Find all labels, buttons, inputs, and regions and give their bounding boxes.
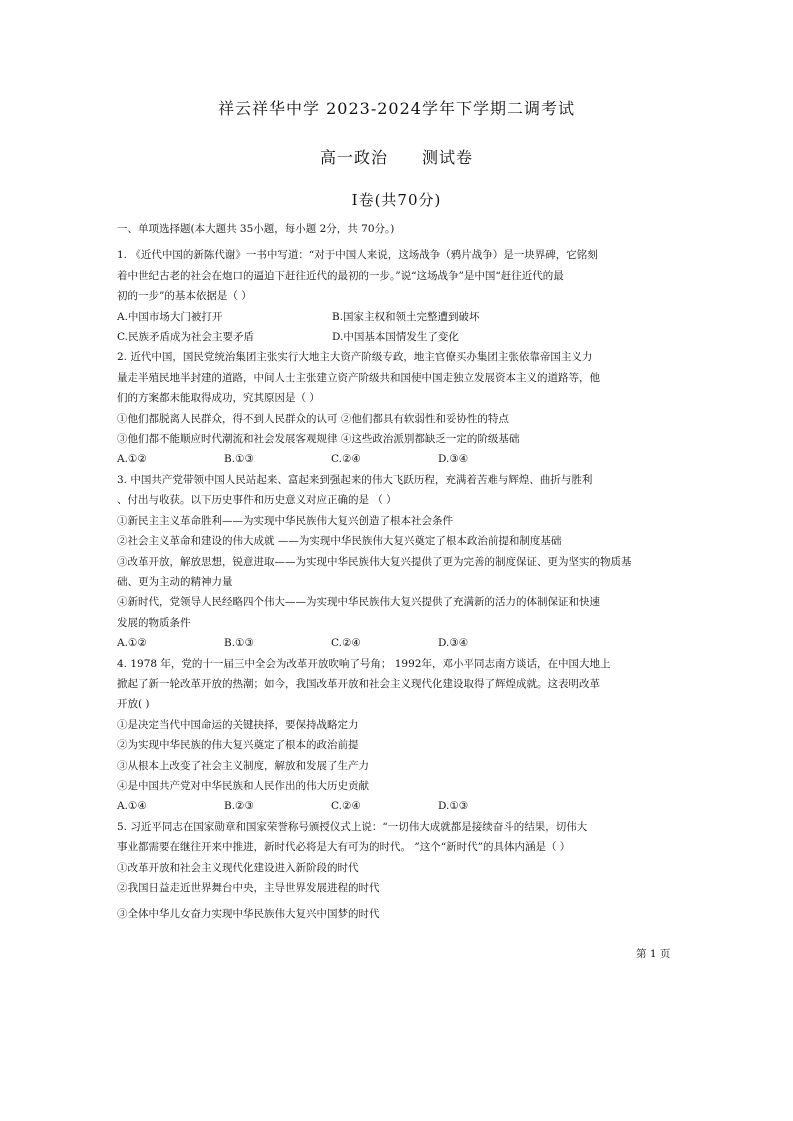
answer-option[interactable]: C.民族矛盾成为社会主要矛盾 — [117, 331, 254, 344]
statement-line: ①改革开放和社会主义现代化建设进入新阶段的时代 — [117, 861, 359, 874]
question-text-line: 、付出与收获。以下历史事件和历史意义对应正确的是 （ ） — [117, 494, 397, 507]
answer-option[interactable]: B.①③ — [224, 637, 254, 650]
question-text-line: 掀起了新一轮改革开放的热潮；如今，我国改革开放和社会主义现代化建设取得了辉煌成就。这表明改革 — [117, 677, 600, 690]
options-row — [117, 307, 677, 348]
question-text-line: 事业都需要在继往开来中推进，新时代必将是大有可为的时代。 ”这个“新时代”的具体内涵是（ ） — [117, 841, 571, 854]
options-row — [117, 633, 677, 653]
answer-option[interactable]: C.②④ — [331, 453, 361, 466]
statement-line: ③他们都不能顺应时代潮流和社会发展客观规律 ④这些政治派别都缺乏一定的阶级基础 — [117, 433, 520, 446]
question-text-line: 开放( ) — [117, 698, 150, 711]
statement-line: ②社会主义革命和建设的伟大成就 ——为实现中华民族伟大复兴奠定了根本政治前提和制度基础 — [117, 535, 562, 548]
answer-option[interactable]: D.③④ — [438, 637, 469, 650]
subject-line — [0, 145, 793, 168]
answer-option[interactable]: B.①③ — [224, 453, 254, 466]
question-text-line: 2. 近代中国，国民党统治集团主张实行大地主大资产阶级专政，地主官僚买办集团主张依靠帝国主义力 — [117, 351, 593, 364]
answer-option[interactable]: B.②③ — [224, 800, 254, 813]
statement-line: 发展的物质条件 — [117, 616, 191, 629]
answer-option[interactable]: B.国家主权和领土完整遭到破坏 — [332, 310, 480, 323]
options-row — [117, 796, 677, 816]
exam-title: 祥云祥华中学 2023-2024学年下学期二调考试 — [218, 99, 575, 118]
statement-line: ①他们都脱离人民群众，得不到人民群众的认可 ②他们都具有软弱性和妥协性的特点 — [117, 412, 509, 425]
answer-option[interactable]: A.①② — [117, 453, 147, 466]
page-number: 第 1 页 — [636, 948, 671, 960]
question-area — [117, 219, 677, 925]
question-text-line: 着中世纪古老的社会在炮口的逼迫下赶往近代的最初的一步。”说“这场战争”是中国“赶往近代的最 — [117, 269, 564, 282]
answer-option[interactable]: C.②④ — [331, 800, 361, 813]
options-row — [117, 449, 677, 469]
statement-line: ④是中国共产党对中华民族和人民作出的伟大历史贡献 — [117, 779, 369, 792]
answer-option[interactable]: A.中国市场大门被打开 — [117, 310, 223, 323]
instruction: 一、单项选择题(本大题共 35小题，每小题 2分，共 70分。) — [117, 223, 395, 235]
section-heading: Ⅰ卷(共70分) — [351, 191, 442, 209]
statement-line: ③从根本上改变了社会主义制度，解放和发展了生产力 — [117, 759, 369, 772]
statement-line: ②我国日益走近世界舞台中央，主导世界发展进程的时代 — [117, 882, 380, 894]
statement-line: ①是决定当代中国命运的关键抉择，要保持战略定力 — [117, 718, 359, 731]
question-1 — [117, 245, 677, 347]
statement-line: ③改革开放，解放思想，锐意进取——为实现中华民族伟大复兴提供了更为完善的制度保证、更为坚实的物质基 — [117, 555, 632, 568]
question-text-line: 量走半殖民地半封建的道路，中间人士主张建立资产阶级共和国使中国走独立发展资本主义的道路等，他 — [117, 371, 600, 384]
question-4 — [117, 654, 677, 817]
statement-line: ①新民主主义革命胜利——为实现中华民族伟大复兴创造了根本社会条件 — [117, 514, 453, 527]
answer-option[interactable]: D.①③ — [438, 800, 469, 813]
question-text-line: 1. 《近代中国的新陈代谢》一书中写道：“对于中国人来说，这场战争（鸦片战争）是一块界碑，它铭刻 — [117, 249, 598, 262]
answer-option[interactable]: A.①② — [117, 637, 147, 650]
subject-name: 高一政治 — [319, 148, 388, 167]
answer-option[interactable]: D.③④ — [438, 453, 469, 466]
statement-line: ④新时代，党领导人民经略四个伟大——为实现中华民族伟大复兴提供了充满新的活力的体制保证和快速 — [117, 596, 600, 609]
statement-line: ②为实现中华民族的伟大复兴奠定了根本的政治前提 — [117, 739, 359, 752]
answer-option[interactable]: D.中国基本国情发生了变化 — [332, 331, 459, 344]
statement-line: 础、更为主动的精神力量 — [117, 575, 233, 588]
question-text-line: 们的方案都未能取得成功，究其原因是（ ） — [117, 392, 320, 405]
question-5 — [117, 817, 677, 925]
question-3 — [117, 470, 677, 654]
paper-type: 测试卷 — [422, 148, 474, 167]
answer-option[interactable]: A.①④ — [117, 800, 147, 813]
question-text-line: 初的一步”的基本依据是（ ） — [117, 290, 252, 303]
statement-line: ③全体中华儿女奋力实现中华民族伟大复兴中国梦的时代 — [117, 908, 380, 921]
question-text-line: 3. 中国共产党带领中国人民站起来、富起来到强起来的伟大飞跃历程，充满着苦难与辉煌、曲折与胜利 — [117, 473, 593, 486]
question-text-line: 5. 习近平同志在国家勋章和国家荣誉称号颁授仪式上说：“一切伟大成就都是接续奋斗的结果，切伟大 — [117, 820, 588, 833]
question-2 — [117, 347, 677, 469]
answer-option[interactable]: C.②④ — [331, 637, 361, 650]
question-text-line: 4. 1978 年，党的十一届三中全会为改革开放吹响了号角； 1992年，邓小平同志南方谈话，在中国大地上 — [117, 657, 611, 670]
